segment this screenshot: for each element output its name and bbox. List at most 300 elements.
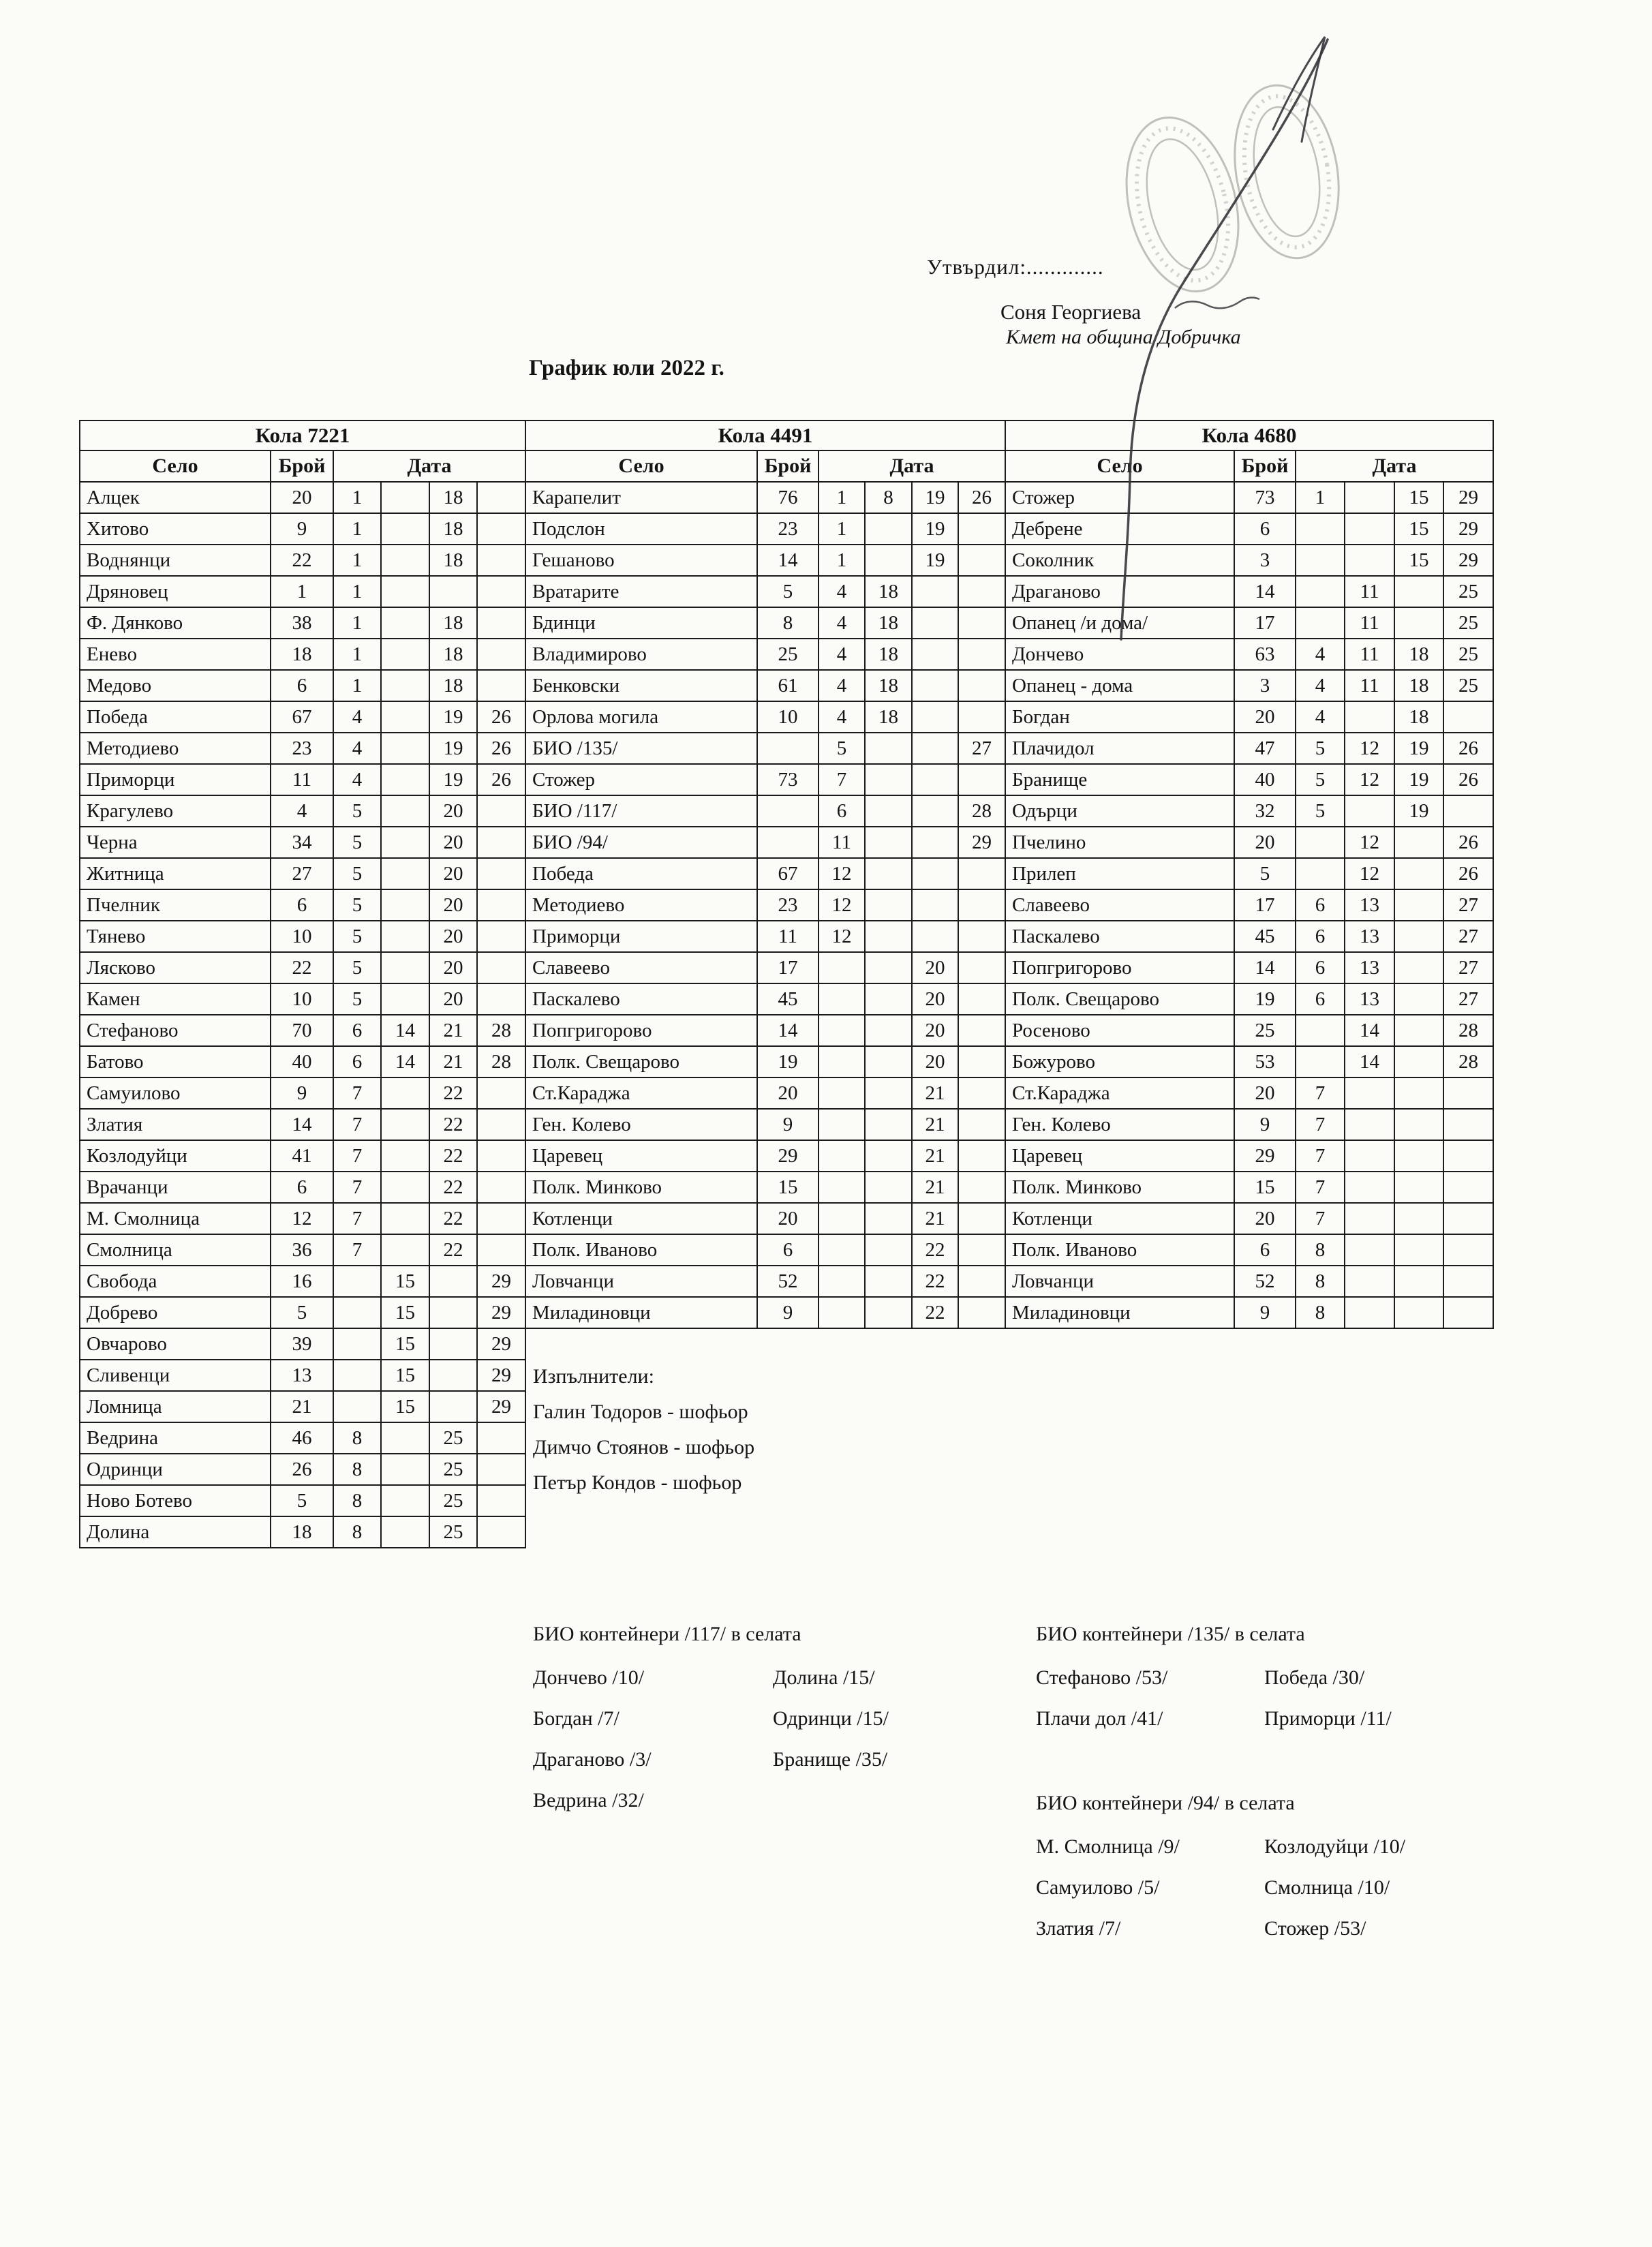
date-cell: 13 [1345,889,1394,921]
date-cell: 1 [333,482,381,513]
date-cell: 11 [1345,576,1394,607]
village-cell: Методиево [80,733,271,764]
date-cell: 26 [477,764,525,795]
date-cell: 8 [333,1485,381,1516]
bio-note-item: Смолница /10/ [1264,1876,1390,1899]
date-cell: 12 [819,921,865,952]
bio-note-item: Ведрина /32/ [533,1789,644,1812]
date-cell: 25 [429,1516,477,1548]
date-cell: 5 [333,827,381,858]
count-cell: 70 [271,1015,333,1046]
count-cell: 5 [1234,858,1296,889]
date-cell: 6 [1296,983,1345,1015]
date-cell: 29 [477,1360,525,1391]
bio-note-row [1036,1916,1405,1957]
date-cell: 15 [381,1360,429,1391]
date-cell: 19 [429,733,477,764]
village-cell: Драганово [1005,576,1234,607]
date-cell: 11 [1345,639,1394,670]
count-cell: 22 [271,952,333,983]
date-cell: 7 [333,1109,381,1140]
village-cell: Одринци [80,1454,271,1485]
bio-note-item: Долина /15/ [773,1666,875,1689]
village-cell: Батово [80,1046,271,1077]
date-cell: 29 [1443,545,1493,576]
date-cell: 4 [819,607,865,639]
date-cell: 4 [333,764,381,795]
executor-name: Галин Тодоров - шофьор [533,1401,748,1423]
date-cell: 28 [477,1046,525,1077]
count-cell: 19 [757,1046,819,1077]
date-cell: 29 [477,1328,525,1360]
village-cell: БИО /135/ [525,733,757,764]
col-header-date: Дата [333,450,525,482]
date-cell: 13 [1345,952,1394,983]
count-cell: 6 [271,1172,333,1203]
car-title: Кола 7221 [80,421,525,450]
count-cell: 20 [757,1077,819,1109]
count-cell: 10 [271,983,333,1015]
bio-note-item: Стефаново /53/ [1036,1666,1168,1689]
count-cell: 38 [271,607,333,639]
date-cell: 8 [1296,1297,1345,1328]
count-cell: 17 [757,952,819,983]
village-cell: Долина [80,1516,271,1548]
count-cell: 20 [757,1203,819,1234]
date-cell: 5 [333,952,381,983]
village-cell: Ст.Караджа [525,1077,757,1109]
village-cell: Богдан [1005,701,1234,733]
village-cell: Лясково [80,952,271,983]
count-cell: 14 [271,1109,333,1140]
count-cell: 9 [1234,1297,1296,1328]
bio-note-item: Златия /7/ [1036,1917,1121,1940]
date-cell: 15 [381,1297,429,1328]
count-cell: 5 [757,576,819,607]
bio-note-row [1036,1707,1392,1747]
village-cell: Ново Ботево [80,1485,271,1516]
date-cell: 21 [912,1109,958,1140]
date-cell: 13 [1345,983,1394,1015]
date-cell: 26 [477,701,525,733]
count-cell: 41 [271,1140,333,1172]
date-cell: 19 [912,545,958,576]
count-cell: 26 [271,1454,333,1485]
date-cell: 8 [333,1422,381,1454]
count-cell: 52 [757,1266,819,1297]
date-cell: 12 [1345,764,1394,795]
date-cell: 29 [477,1266,525,1297]
count-cell: 9 [271,513,333,545]
count-cell: 23 [271,733,333,764]
date-cell: 19 [1394,733,1443,764]
date-cell: 14 [1345,1046,1394,1077]
count-cell: 29 [1234,1140,1296,1172]
date-cell: 5 [333,889,381,921]
count-cell: 45 [757,983,819,1015]
date-cell: 5 [1296,764,1345,795]
date-cell: 15 [1394,482,1443,513]
date-cell: 18 [1394,639,1443,670]
bio-note-item: Драганово /3/ [533,1748,652,1771]
date-cell: 13 [1345,921,1394,952]
executor-name: Димчо Стоянов - шофьор [533,1436,755,1458]
count-cell: 23 [757,889,819,921]
village-cell: Ловчанци [1005,1266,1234,1297]
count-cell: 10 [757,701,819,733]
count-cell: 14 [757,1015,819,1046]
village-cell: Златия [80,1109,271,1140]
date-cell: 18 [865,639,912,670]
count-cell: 46 [271,1422,333,1454]
count-cell: 18 [271,639,333,670]
date-cell: 29 [958,827,1005,858]
count-cell: 20 [1234,827,1296,858]
bio-note-item: Плачи дол /41/ [1036,1707,1163,1730]
village-cell: Плачидол [1005,733,1234,764]
village-cell: Попгригорово [1005,952,1234,983]
col-header-village: Село [80,450,271,482]
date-cell: 19 [912,482,958,513]
count-cell: 47 [1234,733,1296,764]
date-cell: 14 [381,1015,429,1046]
village-cell: Опанец - дома [1005,670,1234,701]
date-cell: 7 [333,1203,381,1234]
village-cell: Смолница [80,1234,271,1266]
village-cell: Одърци [1005,795,1234,827]
date-cell: 15 [381,1328,429,1360]
village-cell: Камен [80,983,271,1015]
village-cell: Владимирово [525,639,757,670]
date-cell: 29 [477,1297,525,1328]
village-cell: Полк. Минково [1005,1172,1234,1203]
count-cell: 27 [271,858,333,889]
count-cell: 14 [757,545,819,576]
col-header-village: Село [525,450,757,482]
village-cell: Паскалево [525,983,757,1015]
count-cell: 9 [757,1109,819,1140]
village-cell: Методиево [525,889,757,921]
date-cell: 18 [429,545,477,576]
count-cell: 21 [271,1391,333,1422]
village-cell: Полк. Свещарово [1005,983,1234,1015]
col-header-village: Село [1005,450,1234,482]
date-cell: 6 [1296,889,1345,921]
date-cell: 28 [958,795,1005,827]
date-cell: 4 [333,701,381,733]
date-cell: 26 [1443,827,1493,858]
date-cell: 26 [477,733,525,764]
date-cell: 21 [429,1046,477,1077]
village-cell: Победа [80,701,271,733]
date-cell: 7 [333,1077,381,1109]
village-cell: Полк. Минково [525,1172,757,1203]
date-cell: 22 [429,1077,477,1109]
date-cell: 6 [1296,952,1345,983]
date-cell: 5 [819,733,865,764]
count-cell: 32 [1234,795,1296,827]
date-cell: 11 [819,827,865,858]
date-cell: 6 [819,795,865,827]
village-cell: Царевец [1005,1140,1234,1172]
col-header-count: Брой [271,450,333,482]
date-cell: 6 [333,1015,381,1046]
date-cell: 18 [429,513,477,545]
date-cell: 25 [1443,670,1493,701]
approval-label: Утвърдил:............. [927,255,1104,279]
date-cell: 19 [1394,795,1443,827]
village-cell: Добрево [80,1297,271,1328]
village-cell: Енево [80,639,271,670]
village-cell: Божурово [1005,1046,1234,1077]
bio-note-item: Приморци /11/ [1264,1707,1392,1730]
date-cell: 1 [819,513,865,545]
date-cell: 20 [912,1015,958,1046]
village-cell: Котленци [1005,1203,1234,1234]
bio-note-item: Богдан /7/ [533,1707,620,1730]
date-cell: 4 [1296,701,1345,733]
village-cell: Дряновец [80,576,271,607]
date-cell: 19 [1394,764,1443,795]
count-cell: 17 [1234,889,1296,921]
date-cell: 4 [819,576,865,607]
village-cell: Козлодуйци [80,1140,271,1172]
date-cell: 1 [333,639,381,670]
date-cell: 25 [1443,639,1493,670]
date-cell: 21 [912,1203,958,1234]
date-cell: 21 [429,1015,477,1046]
bio-note-block [533,1621,889,1829]
count-cell: 73 [757,764,819,795]
count-cell: 18 [271,1516,333,1548]
count-cell: 61 [757,670,819,701]
date-cell: 21 [912,1172,958,1203]
date-cell: 1 [333,576,381,607]
date-cell: 15 [381,1266,429,1297]
village-cell: Ст.Караджа [1005,1077,1234,1109]
executors-title: Изпълнители: [533,1365,654,1388]
count-cell: 29 [757,1140,819,1172]
count-cell: 11 [271,764,333,795]
date-cell: 4 [1296,639,1345,670]
village-cell: Славеево [525,952,757,983]
date-cell: 5 [1296,733,1345,764]
date-cell: 12 [819,889,865,921]
count-cell: 20 [1234,701,1296,733]
date-cell: 7 [333,1172,381,1203]
count-cell: 9 [1234,1109,1296,1140]
date-cell: 4 [333,733,381,764]
count-cell: 25 [757,639,819,670]
page-title: График юли 2022 г. [529,356,724,380]
village-cell: Подслон [525,513,757,545]
date-cell: 5 [1296,795,1345,827]
count-cell: 11 [757,921,819,952]
village-cell: Гешаново [525,545,757,576]
date-cell: 25 [1443,607,1493,639]
date-cell: 6 [1296,921,1345,952]
bio-note-item: М. Смолница /9/ [1036,1835,1180,1858]
date-cell: 7 [333,1140,381,1172]
village-cell: Алцек [80,482,271,513]
village-cell: Черна [80,827,271,858]
date-cell: 7 [1296,1172,1345,1203]
date-cell: 7 [1296,1109,1345,1140]
count-cell: 3 [1234,545,1296,576]
count-cell: 6 [271,670,333,701]
date-cell: 18 [865,670,912,701]
date-cell: 8 [333,1516,381,1548]
date-cell: 20 [429,795,477,827]
count-cell: 73 [1234,482,1296,513]
date-cell: 25 [429,1454,477,1485]
date-cell: 25 [429,1422,477,1454]
date-cell: 6 [333,1046,381,1077]
village-cell: Стожер [525,764,757,795]
date-cell: 5 [333,983,381,1015]
date-cell: 18 [429,607,477,639]
count-cell: 1 [271,576,333,607]
count-cell: 8 [757,607,819,639]
bio-note-item: Победа /30/ [1264,1666,1365,1689]
date-cell: 18 [429,639,477,670]
date-cell: 1 [333,513,381,545]
bio-note-row [533,1747,889,1788]
count-cell: 20 [271,482,333,513]
count-cell: 52 [1234,1266,1296,1297]
count-cell: 40 [1234,764,1296,795]
date-cell: 5 [333,795,381,827]
date-cell: 15 [381,1391,429,1422]
village-cell: Хитово [80,513,271,545]
count-cell: 20 [1234,1203,1296,1234]
village-cell: Полк. Иваново [1005,1234,1234,1266]
village-cell: Славеево [1005,889,1234,921]
village-cell: М. Смолница [80,1203,271,1234]
bio-note-title: БИО контейнери /117/ в селата [533,1623,801,1645]
date-cell: 19 [429,764,477,795]
count-cell: 17 [1234,607,1296,639]
village-cell: Дебрене [1005,513,1234,545]
bio-note-block [1036,1790,1405,1957]
date-cell: 18 [865,701,912,733]
count-cell: 6 [1234,513,1296,545]
date-cell: 20 [912,1046,958,1077]
date-cell: 22 [429,1234,477,1266]
date-cell: 26 [1443,733,1493,764]
count-cell: 15 [757,1172,819,1203]
date-cell: 1 [333,607,381,639]
date-cell: 20 [429,952,477,983]
date-cell: 22 [912,1297,958,1328]
village-cell: Ф. Дянково [80,607,271,639]
col-header-date: Дата [819,450,1005,482]
bio-note-title: БИО контейнери /135/ в селата [1036,1623,1305,1645]
date-cell: 1 [819,482,865,513]
count-cell: 13 [271,1360,333,1391]
date-cell: 19 [429,701,477,733]
village-cell: Прилеп [1005,858,1234,889]
count-cell: 9 [271,1077,333,1109]
count-cell: 12 [271,1203,333,1234]
village-cell: Бдинци [525,607,757,639]
date-cell: 27 [1443,889,1493,921]
date-cell: 22 [912,1266,958,1297]
count-cell: 6 [1234,1234,1296,1266]
date-cell: 19 [912,513,958,545]
village-cell: Ген. Колево [1005,1109,1234,1140]
bio-note-row [1036,1666,1392,1707]
date-cell: 15 [1394,513,1443,545]
date-cell: 18 [429,670,477,701]
village-cell: Полк. Свещарово [525,1046,757,1077]
count-cell: 40 [271,1046,333,1077]
date-cell: 12 [1345,733,1394,764]
village-cell: Царевец [525,1140,757,1172]
bio-note-row [1036,1835,1405,1876]
date-cell: 1 [333,670,381,701]
date-cell: 5 [333,921,381,952]
village-cell: Тянево [80,921,271,952]
count-cell: 5 [271,1485,333,1516]
date-cell: 20 [429,889,477,921]
village-cell: Стожер [1005,482,1234,513]
approver-name: Соня Георгиева [1000,300,1142,324]
date-cell: 14 [1345,1015,1394,1046]
bio-note-row [533,1666,889,1707]
date-cell: 7 [333,1234,381,1266]
bio-note-item: Дончево /10/ [533,1666,645,1689]
count-cell: 76 [757,482,819,513]
date-cell: 21 [912,1140,958,1172]
executor-name: Петър Кондов - шофьор [533,1471,742,1494]
village-cell: Житница [80,858,271,889]
village-cell: Паскалево [1005,921,1234,952]
village-cell: Дончево [1005,639,1234,670]
date-cell: 8 [865,482,912,513]
village-cell: Карапелит [525,482,757,513]
date-cell: 29 [1443,513,1493,545]
bio-note-item: Стожер /53/ [1264,1917,1366,1940]
date-cell: 26 [1443,764,1493,795]
village-cell: Орлова могила [525,701,757,733]
date-cell: 27 [958,733,1005,764]
village-cell: Соколник [1005,545,1234,576]
village-cell: Приморци [525,921,757,952]
village-cell: Попгригорово [525,1015,757,1046]
date-cell: 7 [819,764,865,795]
village-cell: Миладиновци [525,1297,757,1328]
village-cell: Пчелник [80,889,271,921]
date-cell: 29 [1443,482,1493,513]
date-cell: 4 [819,670,865,701]
date-cell: 25 [429,1485,477,1516]
date-cell: 18 [865,607,912,639]
village-cell: Крагулево [80,795,271,827]
count-cell: 6 [757,1234,819,1266]
col-header-count: Брой [757,450,819,482]
bio-note-item: Козлодуйци /10/ [1264,1835,1406,1858]
date-cell: 7 [1296,1203,1345,1234]
date-cell: 5 [333,858,381,889]
village-cell: Стефаново [80,1015,271,1046]
date-cell: 26 [958,482,1005,513]
date-cell: 28 [477,1015,525,1046]
village-cell: Сливенци [80,1360,271,1391]
count-cell: 23 [757,513,819,545]
car-title: Кола 4491 [525,421,1005,450]
col-header-date: Дата [1296,450,1493,482]
